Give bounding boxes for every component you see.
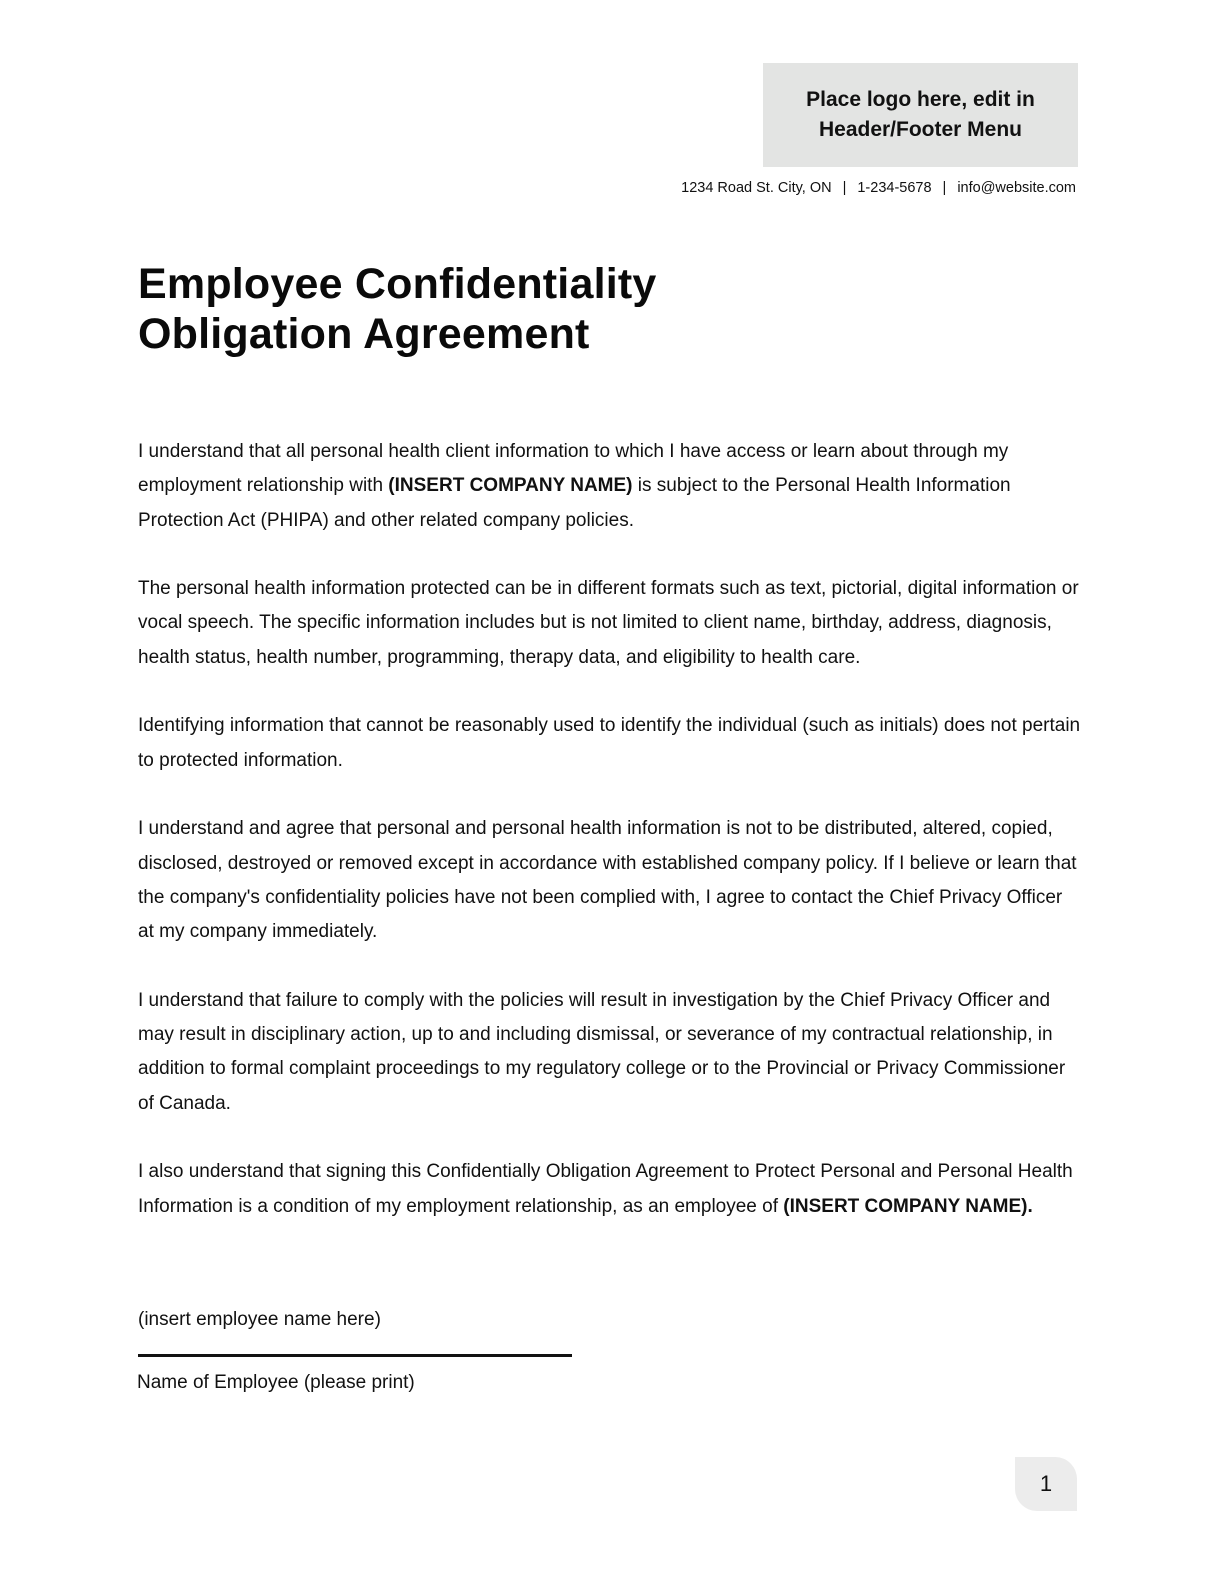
logo-placeholder — [763, 63, 1078, 167]
signature-line — [138, 1354, 572, 1357]
page-number: 1 — [1039, 1471, 1053, 1496]
employee-name-field[interactable] — [138, 1303, 381, 1337]
contact-address: 1234 Road St. City, ON — [681, 180, 832, 196]
paragraph-failure: I understand that failure to comply with the policies will result in investigation by the Chief Privacy Officer and may result in disciplinary action, up to and including dismissal, or severance of my contractual relationship, in addition to formal complaint proceedings to my regulatory college or to the Provincial or Privacy Commissioner of Canada. — [138, 989, 1066, 1114]
paragraph-phipa — [138, 435, 1083, 538]
contact-email: info@website.com — [957, 180, 1076, 196]
paragraph-text: I also understand that signing this Confidentially Obligation Agreement to Protect Personal and Personal Health Information is a condition of my employment relationship, as an employee of — [138, 1161, 1073, 1217]
contact-separator: | — [942, 180, 947, 196]
paragraph-text: is subject to the Personal Health Information Protection Act (PHIPA) and other related company policies. — [138, 475, 1011, 531]
document-title — [138, 259, 657, 359]
logo-placeholder-line-1: Place logo here, edit in — [806, 88, 1035, 111]
contact-phone: 1-234-5678 — [857, 180, 932, 196]
page-number-tab — [1015, 1457, 1077, 1511]
employee-name-value[interactable]: (insert employee name here) — [138, 1309, 381, 1330]
document-title-line-1: Employee Confidentiality — [138, 260, 657, 308]
contact-separator: | — [842, 180, 847, 196]
contact-info — [681, 180, 1076, 196]
company-name-placeholder: (INSERT COMPANY NAME). — [783, 1195, 1033, 1217]
paragraph-identifying: Identifying information that cannot be reasonably used to identify the individual (such as initials) does not pertain to protected information. — [138, 715, 1081, 771]
company-name-placeholder: (INSERT COMPANY NAME) — [388, 475, 633, 497]
logo-placeholder-line-2: Header/Footer Menu — [818, 118, 1022, 141]
agreement-body — [138, 435, 1083, 1258]
paragraph-text: I understand that all personal health client information to which I have access or learn about through my employment relationship with — [138, 441, 1009, 497]
document-title-line-2: Obligation Agreement — [138, 310, 590, 358]
employee-name-caption: Name of Employee (please print) — [137, 1372, 415, 1393]
paragraph-condition — [138, 1155, 1083, 1224]
paragraph-agree: I understand and agree that personal and personal health information is not to be distributed, altered, copied, disclosed, destroyed or removed except in accordance with established company policy. If I believe or learn that the company's confidentiality policies have not been complied with, I agree to contact the Chief Privacy Officer at my company immediately. — [138, 818, 1077, 943]
paragraph-formats: The personal health information protected can be in different formats such as text, pictorial, digital information or vocal speech. The specific information includes but is not limited to client name, birthday, address, diagnosis, health status, health number, programming, therapy data, and eligibility to health care. — [138, 578, 1079, 668]
